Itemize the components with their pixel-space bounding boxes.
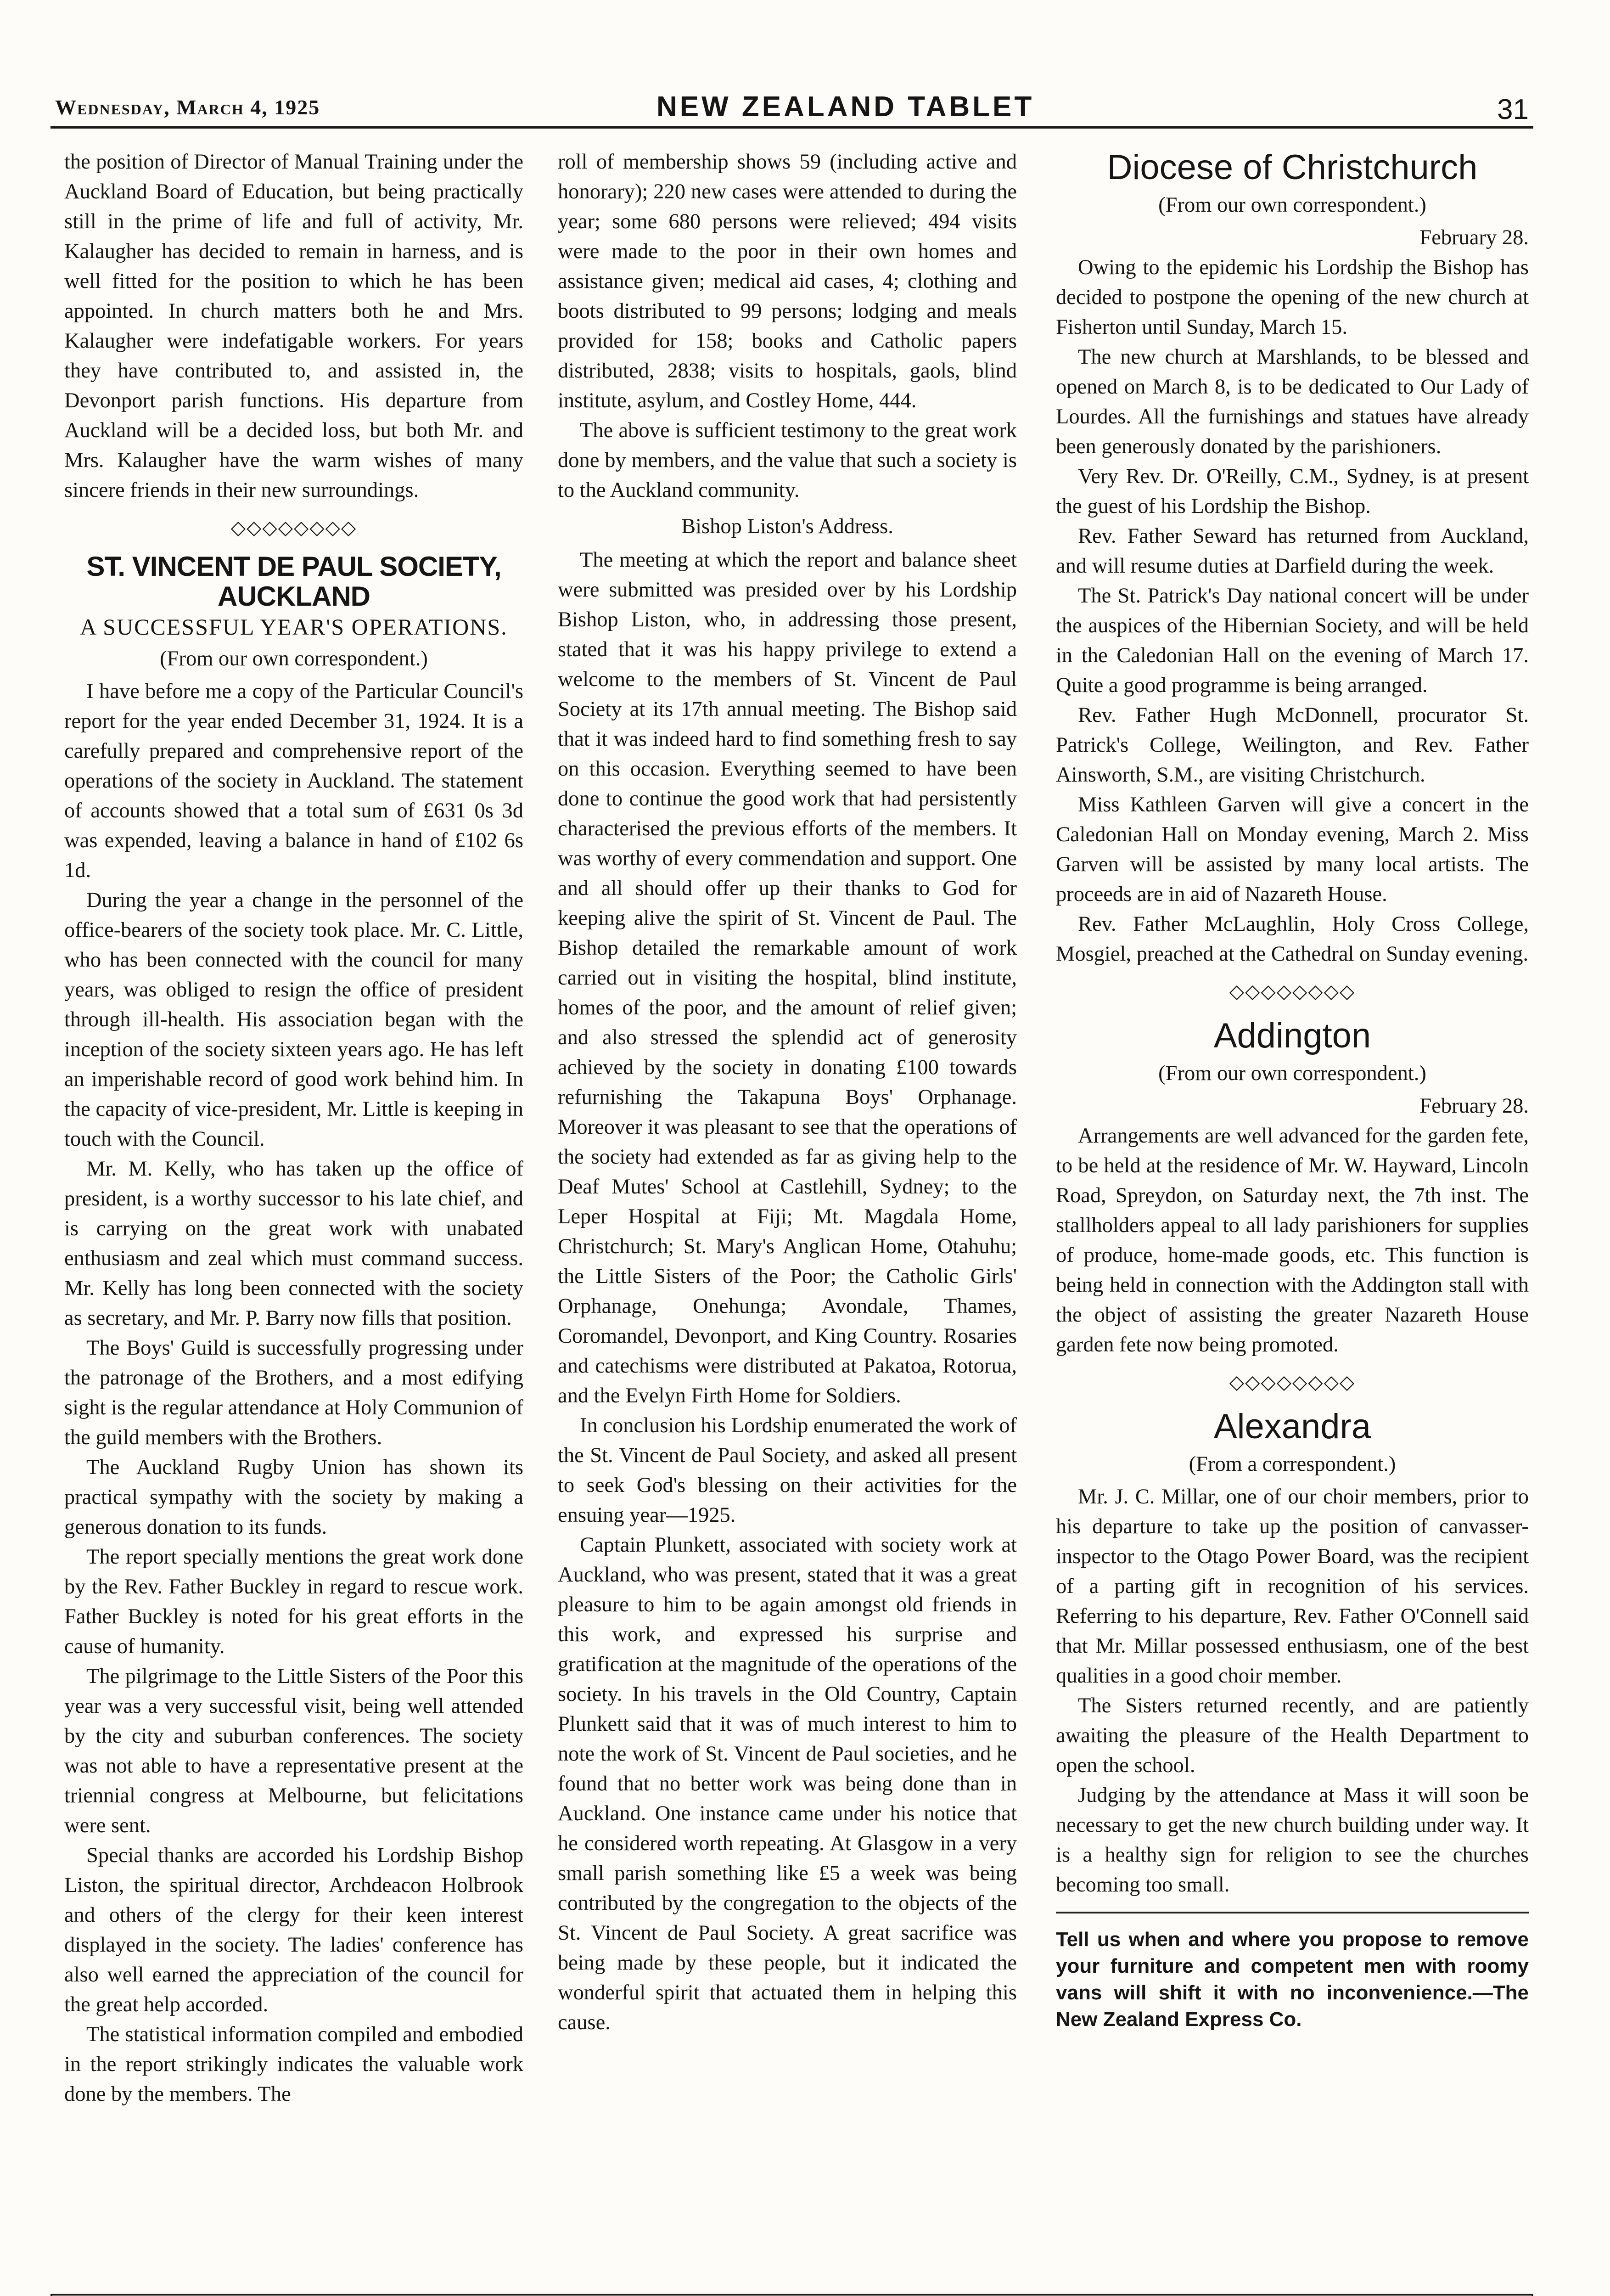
ornament-divider: ◇◇◇◇◇◇◇◇	[1229, 1372, 1356, 1393]
section-heading-christchurch: Diocese of Christchurch	[1107, 148, 1478, 187]
article-subheading: A SUCCESSFUL YEAR'S OPERATIONS.	[80, 614, 508, 640]
news-paragraph: Owing to the epidemic his Lordship the Bishop has decided to postpone the opening of the new church at Fisherton until Sunday, March 15.	[1056, 256, 1529, 339]
article-paragraph: The above is sufficient testimony to the great work done by members, and the value that such a society is to the Auckland community.	[558, 419, 1017, 502]
article-paragraph: The pilgrimage to the Little Sisters of the Poor this year was a very successful visit, being well attended by the city and suburban conferences. The society was not able to have a representative present at the triennial congress at Melbourne, but felicitations were sent.	[64, 1665, 523, 1837]
article-paragraph: The Boys' Guild is successfully progressing under the patronage of the Brothers, and a most edifying sight is the regular attendance at Holy Communion of the guild members with the Brothers.	[64, 1336, 523, 1449]
article-paragraph: roll of membership shows 59 (including active and honorary); 220 new cases were attended to during the year; some 680 persons were relieved; 494 visits were made to the poor in their own homes and assistance given; medical aid cases, 4; clothing and boots distributed to 99 persons; lodging and meals provided for 158; books and Catholic papers distributed, 2838; visits to hospitals, gaols, blind institute, asylum, and Costley Home, 444.	[558, 150, 1017, 412]
kalaugher-paragraph: the position of Director of Manual Training under the Auckland Board of Education, but being practically still in the prime of life and full of activity, Mr. Kalaugher has decided to remain in harness, and is well fitted for the position to which he has been appointed. In church matters both he and Mrs. Kalaugher were indefatigable workers. For years they have contributed to, and assisted in, the Devonport parish functions. His departure from Auckland will be a decided loss, but both Mr. and Mrs. Kalaugher have the warm wishes of many sincere friends in their new surroundings.	[64, 150, 523, 502]
news-paragraph: Mr. J. C. Millar, one of our choir members, prior to his departure to take up the position of canvasser-inspector to the Otago Power Board, was the recipient of a parting gift in recognition of his services. Referring to his departure, Rev. Father O'Connell said that Mr. Millar possessed enthusiasm, one of the best qualities in a good choir member.	[1056, 1485, 1529, 1688]
news-paragraph: Rev. Father Seward has returned from Auckland, and will resume duties at Darfield during the week.	[1056, 524, 1529, 578]
article-paragraph: In conclusion his Lordship enumerated the work of the St. Vincent de Paul Society, and asked all present to seek God's blessing on their activities for the ensuing year—1925.	[558, 1414, 1017, 1527]
section-heading-alexandra: Alexandra	[1213, 1407, 1371, 1446]
ornament-divider: ◇◇◇◇◇◇◇◇	[1229, 981, 1356, 1002]
article-paragraph: Special thanks are accorded his Lordship Bishop Liston, the spiritual director, Archdeacon Holbrook and others of the clergy for their keen interest displayed in the society. The ladies' conference has also well earned the appreciation of the council for the great help accorded.	[64, 1844, 523, 2016]
news-paragraph: Miss Kathleen Garven will give a concert in the Caledonian Hall on Monday evening, March 2. Miss Garven will be assisted by many local artists. The proceeds are in aid of Nazareth House.	[1056, 793, 1529, 906]
correspondent-note: (From our own correspondent.)	[1158, 1062, 1426, 1085]
news-paragraph: The new church at Marshlands, to be blessed and opened on March 8, is to be dedicated to Our Lady of Lourdes. All the furnishings and statues have already been generously donated by the parishioners.	[1056, 345, 1529, 458]
article-heading: ST. VINCENT DE PAUL SOCIETY, AUCKLAND	[86, 551, 501, 612]
issue-date: Wednesday, March 4, 1925	[55, 96, 320, 119]
dateline: February 28.	[1419, 226, 1529, 249]
article-paragraph: The report specially mentions the great work done by the Rev. Father Buckley in regard to rescue work. Father Buckley is noted for his great efforts in the cause of humanity.	[64, 1545, 523, 1658]
article-paragraph: During the year a change in the personnel of the office-bearers of the society took place. Mr. C. Little, who has been connected with the council for many years, was obliged to resign the office of president through ill-health. His association began with the inception of the society sixteen years ago. He has left an imperishable record of good work behind him. In the capacity of vice-president, Mr. Little is keeping in touch with the Council.	[64, 889, 523, 1151]
article-paragraph: The meeting at which the report and balance sheet were submitted was presided over by his Lordship Bishop Liston, who, in addressing those present, stated that it was his happy privilege to extend a welcome to the members of St. Vincent de Paul Society at its 17th annual meeting. The Bishop said that it was indeed hard to find something fresh to say on this occasion. Everything seemed to have been done to continue the good work that had persistently characterised the previous efforts of the members. It was worthy of every commendation and support. One and all should offer up their thanks to God for keeping alive the spirit of St. Vincent de Paul. The Bishop detailed the remarkable amount of work carried out in visiting the hospital, blind institute, homes of the poor, and the amount of relief given; and also stressed the splendid act of generosity achieved by the society in donating £100 towards refurnishing the Takapuna Boys' Orphanage. Moreover it was pleasant to see that the operations of the society had extended as far as giving help to the Deaf Mutes' School at Castlehill, Sydney; to the Leper Hospital at Fiji; Mt. Magdala Home, Christchurch; St. Mary's Anglican Home, Otahuhu; the Little Sisters of the Poor; the Catholic Girls' Orphanage, Onehunga; Avondale, Thames, Coromandel, Devonport, and King Country. Rosaries and catechisms were distributed at Pakatoa, Rotorua, and the Evelyn Firth Home for Soldiers.	[558, 548, 1017, 1407]
article-paragraph: The Auckland Rugby Union has shown its practical sympathy with the society by making a generous donation to its funds.	[64, 1456, 523, 1539]
news-paragraph: The Sisters returned recently, and are patiently awaiting the pleasure of the Health Department to open the school.	[1056, 1694, 1529, 1777]
news-paragraph: The St. Patrick's Day national concert will be under the auspices of the Hibernian Society, and will be held in the Caledonian Hall on the evening of March 17. Quite a good programme is being arranged.	[1056, 584, 1529, 697]
news-paragraph: Judging by the attendance at Mass it will soon be necessary to get the new church building under way. It is a healthy sign for religion to see the churches becoming too small.	[1056, 1784, 1529, 1896]
column-2	[558, 147, 1017, 2037]
publication-title: NEW ZEALAND TABLET	[656, 91, 1035, 123]
advertisement-banner	[50, 2294, 1533, 2296]
column-3	[1056, 147, 1529, 2033]
section-heading-addington: Addington	[1213, 1016, 1371, 1055]
article-paragraph: Mr. M. Kelly, who has taken up the office of president, is a worthy successor to his late chief, and is carrying on the great work with unabated enthusiasm and zeal which must command success. Mr. Kelly has long been connected with the society as secretary, and Mr. P. Barry now fills that position.	[64, 1157, 523, 1330]
article-paragraph: I have before me a copy of the Particular Council's report for the year ended December 31, 1924. It is a carefully prepared and comprehensive report of the operations of the society in Auckland. The statement of accounts showed that a total sum of £631 0s 3d was expended, leaving a balance in hand of £102 6s 1d.	[64, 680, 523, 882]
news-paragraph: Very Rev. Dr. O'Reilly, C.M., Sydney, is at present the guest of his Lordship the Bishop.	[1056, 465, 1529, 518]
page-number: 31	[1497, 94, 1529, 125]
section-subheading: Bishop Liston's Address.	[681, 515, 893, 538]
dateline: February 28.	[1419, 1094, 1529, 1118]
correspondent-note: (From a correspondent.)	[1189, 1452, 1396, 1476]
express-co-notice: Tell us when and where you propose to remove your furniture and competent men with roomy vans will shift it with no inconvenience.—The New Zealand Express Co.	[1056, 1912, 1529, 2033]
correspondent-note: (From our own correspondent.)	[1158, 193, 1426, 217]
news-paragraph: Arrangements are well advanced for the garden fete, to be held at the residence of Mr. W. Hayward, Lincoln Road, Spreydon, on Saturday next, the 7th inst. The stallholders appeal to all lady parishioners for supplies of produce, home-made goods, etc. This function is being held in connection with the Addington stall with the object of assisting the greater Nazareth House garden fete now being promoted.	[1056, 1124, 1529, 1356]
masthead	[50, 85, 1533, 129]
article-paragraph: Captain Plunkett, associated with society work at Auckland, who was present, stated that it was a great pleasure to him to be again amongst old friends in this work, and expressed his surprise and gratification at the magnitude of the operations of the society. In his travels in the Old Country, Captain Plunkett said that it was of much interest to him to note the work of St. Vincent de Paul societies, and he found that no better work was being done than in Auckland. One instance came under his notice that he considered worth repeating. At Glasgow in a very small parish something like £5 a week was being contributed by the congregation to the objects of the St. Vincent de Paul Society. A great sacrifice was being made by these people, but it indicated the wonderful spirit that actuated them in helping this cause.	[558, 1533, 1017, 2034]
news-paragraph: Rev. Father McLaughlin, Holy Cross College, Mosgiel, preached at the Cathedral on Sunday evening.	[1056, 912, 1529, 966]
column-1	[64, 147, 523, 2109]
article-paragraph: The statistical information compiled and embodied in the report strikingly indicates the valuable work done by the members. The	[64, 2023, 523, 2106]
correspondent-note: (From our own correspondent.)	[160, 647, 428, 670]
news-paragraph: Rev. Father Hugh McDonnell, procurator St. Patrick's College, Weilington, and Rev. Father Ainsworth, S.M., are visiting Christchurch.	[1056, 703, 1529, 787]
ornament-divider: ◇◇◇◇◇◇◇◇	[230, 518, 357, 539]
